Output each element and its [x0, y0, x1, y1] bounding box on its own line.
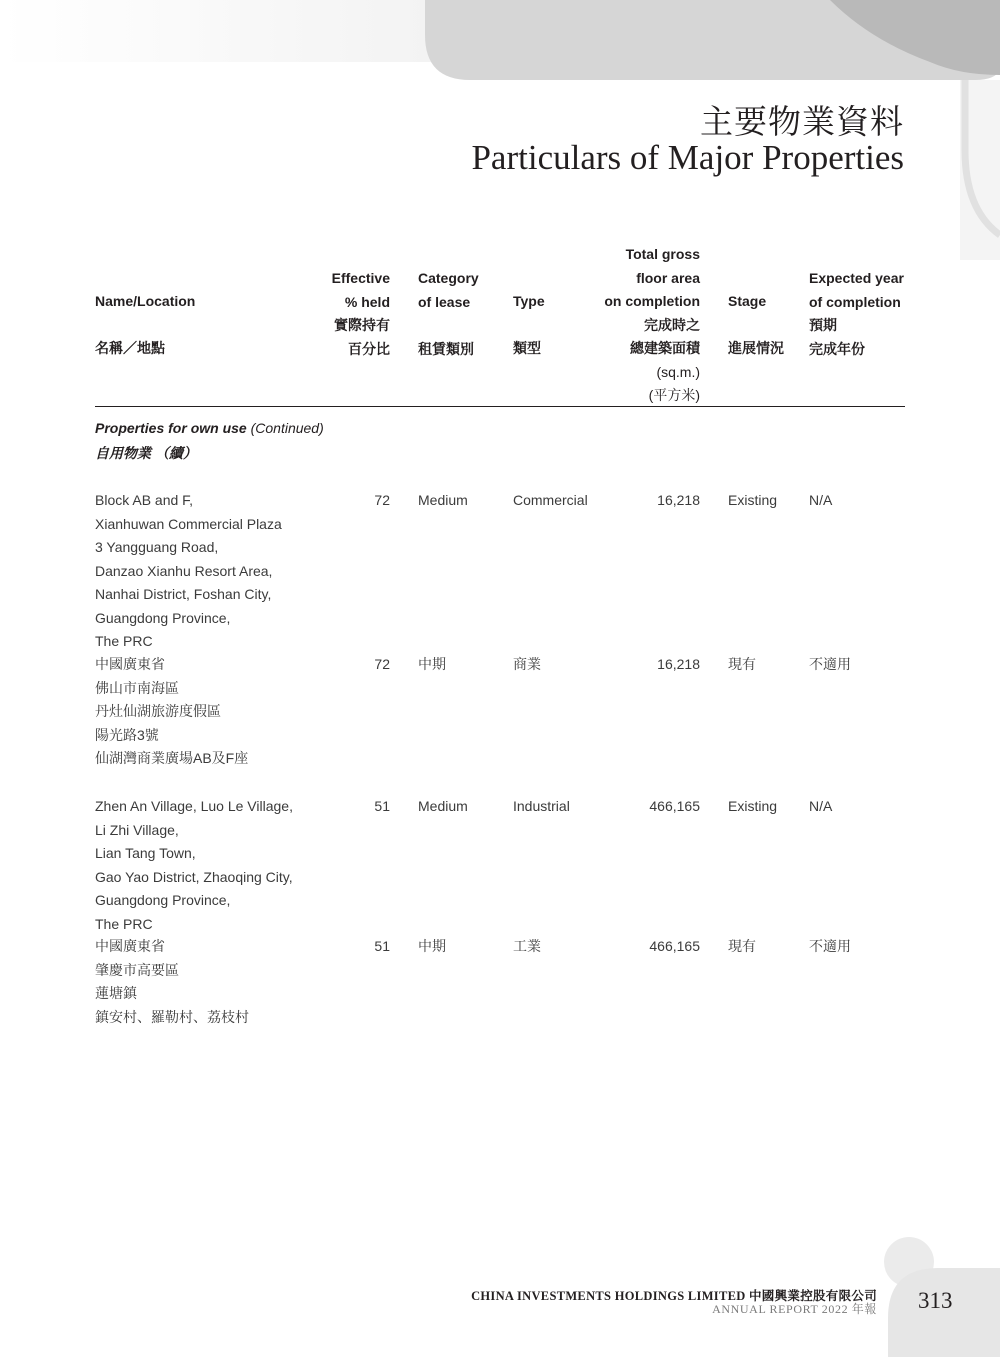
property-2-lease-zh: 中期	[418, 938, 446, 954]
property-1-lease-en: Medium	[418, 492, 468, 508]
property-1-location-en: Block AB and F, Xianhuwan Commercial Plaza 3 Yangguang Road, Danzao Xianhu Resort Area, Nanhai District, Foshan City, Guangdong Province, The PRC	[95, 492, 282, 649]
footer-report-label: ANNUAL REPORT 2022 年報	[712, 1302, 877, 1316]
header-expected: Expected year of completion 預期 完成年份	[809, 270, 904, 357]
property-1-held-zh: 72	[374, 656, 390, 672]
property-2-stage-en: Existing	[728, 798, 778, 814]
header-category: Category of lease 租賃類別	[418, 270, 479, 357]
property-2-held-en: 51	[374, 798, 390, 814]
property-1-lease-zh: 中期	[418, 656, 446, 672]
property-1-type-zh: 商業	[513, 656, 541, 672]
property-1-held-en: 72	[374, 492, 390, 508]
header-area: Total gross floor area on completion 完成時之 總建築面積 (sq.m.) (平方米)	[604, 246, 700, 403]
section-continued: (Continued)	[250, 420, 324, 436]
property-2-type-zh: 工業	[513, 938, 541, 954]
page-title-en: Particulars of Major Properties	[471, 138, 904, 177]
section-title-zh: 自用物業 （續）	[95, 445, 197, 461]
header-divider	[95, 406, 905, 407]
property-2-expected-zh: 不適用	[809, 938, 851, 954]
property-1-area-zh: 16,218	[657, 656, 700, 672]
property-2-expected-en: N/A	[809, 798, 833, 814]
page-number: 313	[918, 1288, 953, 1313]
section-title: Properties for own use	[95, 420, 247, 436]
property-2-lease-en: Medium	[418, 798, 468, 814]
property-1-stage-zh: 現有	[728, 656, 756, 672]
property-1-type-en: Commercial	[513, 492, 588, 508]
property-1-area-en: 16,218	[657, 492, 700, 508]
page-title-zh: 主要物業資料	[700, 102, 904, 141]
header-name: Name/Location 名稱／地點	[95, 293, 196, 356]
property-2-stage-zh: 現有	[728, 938, 756, 954]
property-2-area-en: 466,165	[649, 798, 700, 814]
property-2-location-zh: 中國廣東省 肇慶市高要區 蓮塘鎮 鎮安村、羅勒村、荔枝村	[95, 938, 249, 1025]
property-2-held-zh: 51	[374, 938, 390, 954]
footer-company-name: CHINA INVESTMENTS HOLDINGS LIMITED 中國興業控股有限公司	[471, 1289, 877, 1303]
property-1-location-zh: 中國廣東省 佛山市南海區 丹灶仙湖旅游度假區 陽光路3號 仙湖灣商業廣場AB及F座	[95, 656, 249, 766]
property-2-area-zh: 466,165	[649, 938, 700, 954]
property-1-expected-en: N/A	[809, 492, 833, 508]
property-2-location-en: Zhen An Village, Luo Le Village, Li Zhi Village, Lian Tang Town, Gao Yao District, Zhaoqing City, Guangdong Province, The PRC	[95, 798, 293, 932]
header-effective: Effective % held 實際持有 百分比	[331, 270, 390, 357]
property-1-expected-zh: 不適用	[809, 656, 851, 672]
property-1-stage-en: Existing	[728, 492, 778, 508]
section-title-en	[95, 420, 324, 436]
header-type: Type 類型	[513, 293, 545, 356]
property-2-type-en: Industrial	[513, 798, 570, 814]
header-stage: Stage 進展情況	[728, 293, 784, 356]
